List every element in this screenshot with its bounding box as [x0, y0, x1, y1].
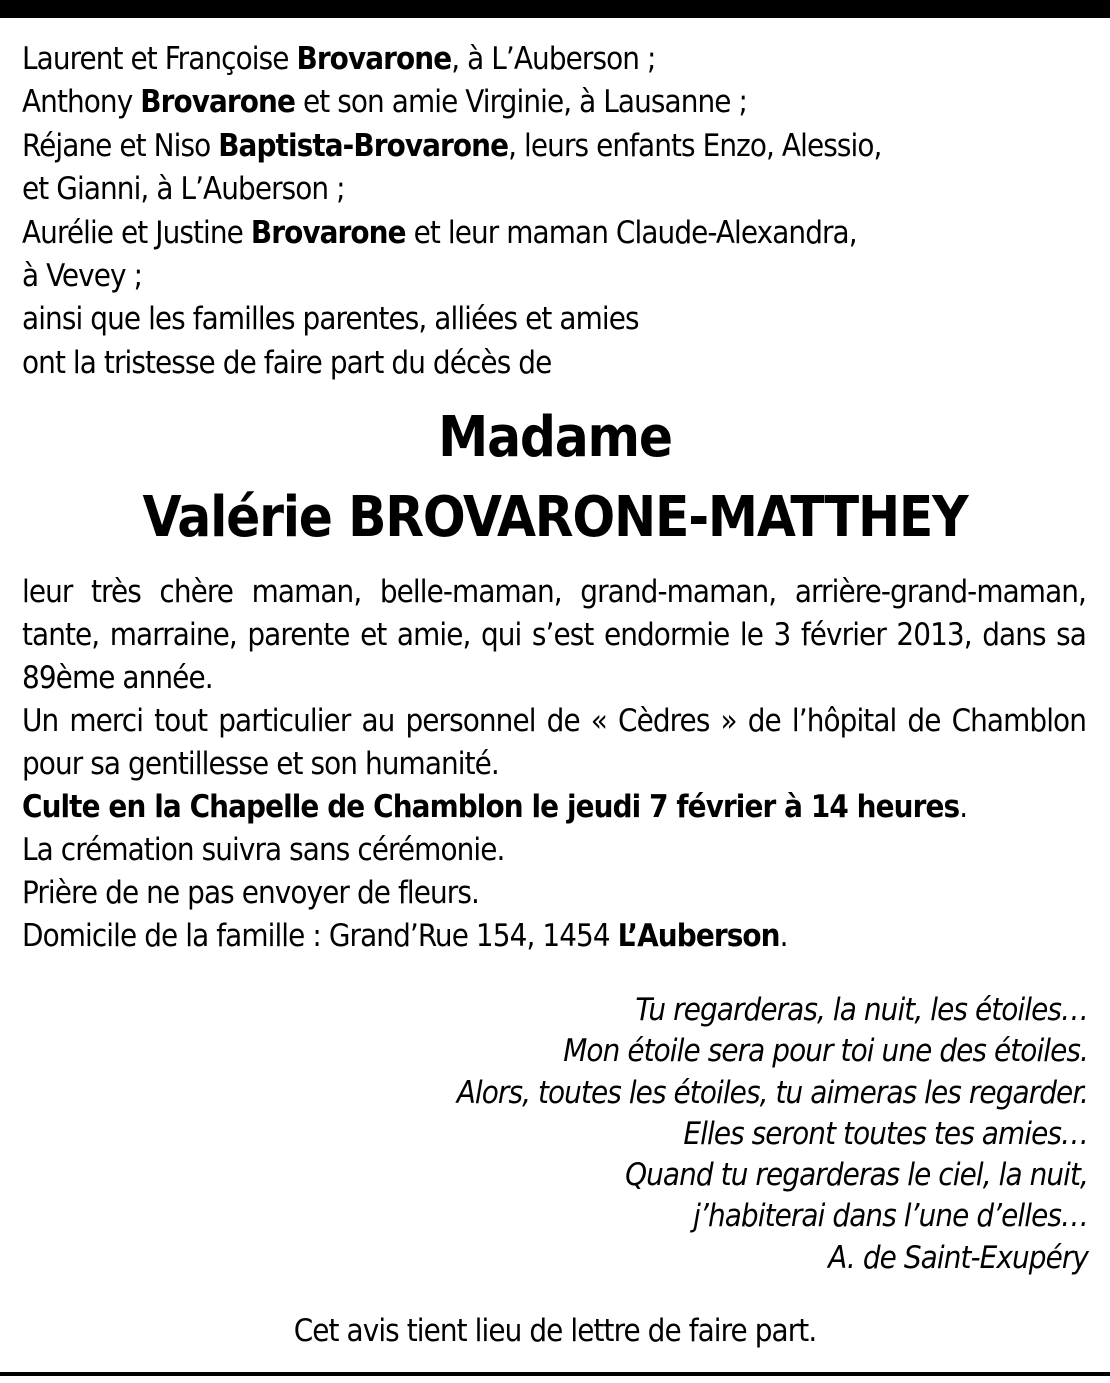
family-surname: Brovarone	[140, 84, 296, 121]
top-border-rule	[0, 0, 1110, 18]
bottom-border-rule	[0, 1372, 1110, 1376]
poem-line: Tu regarderas, la nuit, les étoiles…	[635, 992, 1088, 1028]
family-list	[22, 38, 1092, 385]
service-line	[22, 786, 1086, 829]
poem-line: Alors, toutes les étoiles, tu aimeras les regarder.	[456, 1074, 1088, 1111]
family-text: et leur maman Claude-Alexandra,	[405, 214, 857, 251]
poem-line: Mon étoile sera pour toi une des étoiles.	[563, 1033, 1088, 1070]
service-punctuation: .	[959, 789, 968, 825]
family-text: Réjane et Niso	[22, 127, 219, 164]
deceased-title: Madame	[438, 405, 672, 470]
family-surname: Brovarone	[250, 214, 406, 251]
family-line	[22, 81, 1092, 124]
family-line	[22, 125, 1092, 168]
family-text: Aurélie et Justine	[22, 214, 251, 251]
family-surname: Baptista-Brovarone	[218, 127, 509, 164]
flowers-line: Prière de ne pas envoyer de fleurs.	[22, 875, 479, 911]
announcement-body	[22, 571, 1086, 958]
domicile-town: L’Auberson	[617, 918, 780, 954]
thanks-paragraph: Un merci tout particulier au personnel de « Cèdres » de l’hôpital de Chamblon pour sa gentillesse et son humanité.	[22, 703, 1086, 782]
family-line: ainsi que les familles parentes, alliées et amies	[22, 301, 639, 338]
family-line: ont la tristesse de faire part du décès de	[22, 344, 552, 381]
family-line	[22, 212, 1092, 255]
poem-author: A. de Saint-Exupéry	[828, 1239, 1088, 1276]
domicile-text: Domicile de la famille : Grand’Rue 154, 1454	[22, 918, 618, 954]
domicile-punctuation: .	[779, 918, 788, 954]
family-surname: Brovarone	[296, 41, 452, 77]
deceased-name-block	[0, 398, 1110, 558]
family-text: , leurs enfants Enzo, Alessio,	[508, 127, 882, 164]
family-line	[22, 38, 1092, 81]
family-text: , à L’Auberson ;	[451, 41, 656, 77]
poem-line: Quand tu regarderas le ciel, la nuit,	[625, 1157, 1088, 1194]
family-line: et Gianni, à L’Auberson ;	[22, 171, 345, 208]
tribute-paragraph: leur très chère maman, belle-maman, grand-maman, arrière-grand-maman, tante, marraine, parente et amie, qui s’est endormie le 3 février 2013, dans sa 89ème année.	[22, 574, 1086, 696]
poem-line: j’habiterai dans l’une d’elles…	[693, 1198, 1088, 1235]
family-text: et son amie Virginie, à Lausanne ;	[295, 84, 747, 121]
poem-quote	[88, 990, 1088, 1279]
cremation-line: La crémation suivra sans cérémonie.	[22, 832, 505, 868]
poem-line: Elles seront toutes tes amies…	[683, 1115, 1088, 1152]
footer-note: Cet avis tient lieu de lettre de faire part.	[293, 1313, 817, 1349]
family-text: Laurent et Françoise	[22, 41, 297, 77]
family-line: à Vevey ;	[22, 258, 143, 295]
deceased-name: Valérie BROVARONE-MATTHEY	[142, 485, 968, 550]
service-details: Culte en la Chapelle de Chamblon le jeudi 7 février à 14 heures	[22, 789, 960, 825]
domicile-line	[22, 915, 1086, 958]
family-text: Anthony	[22, 84, 141, 121]
